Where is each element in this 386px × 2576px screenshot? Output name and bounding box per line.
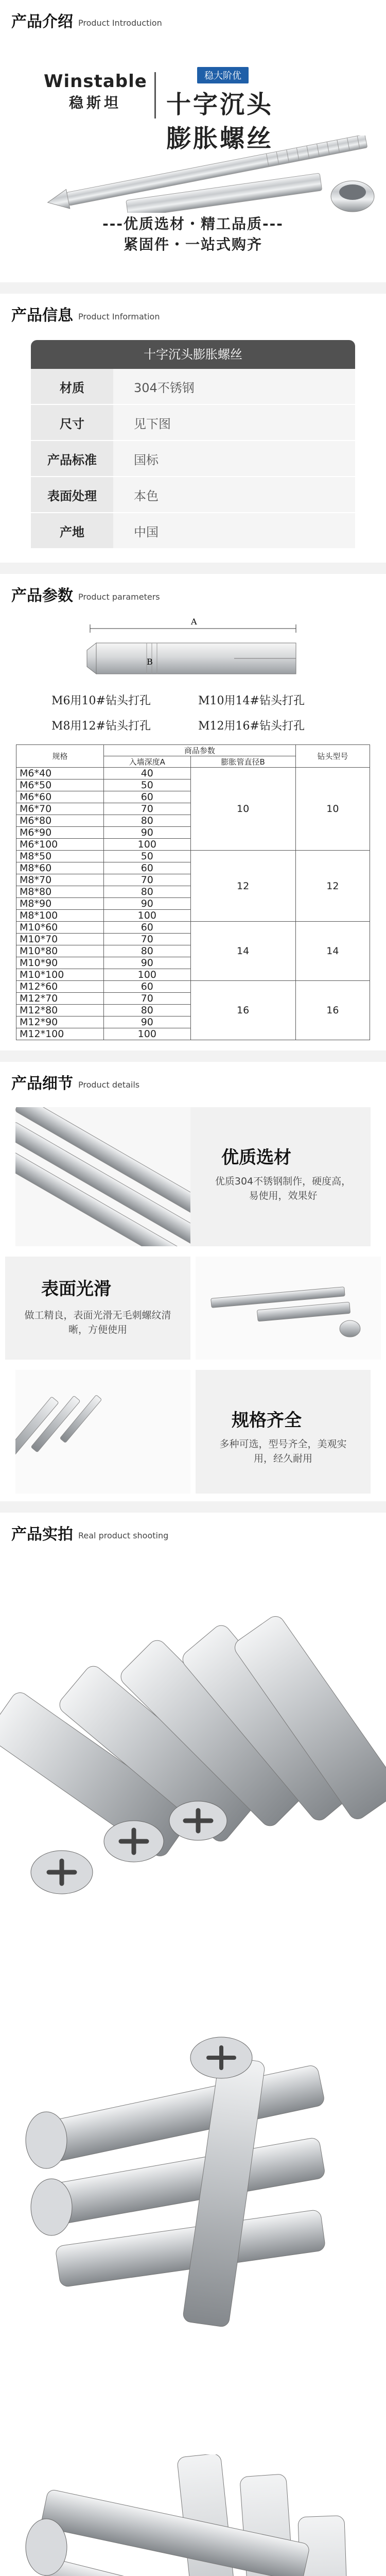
cell-spec: M12*90 (16, 1016, 104, 1028)
cell-spec: M10*60 (16, 922, 104, 934)
cell-spec: M6*70 (16, 803, 104, 815)
info-key: 尺寸 (31, 405, 113, 440)
info-value: 本色 (113, 477, 355, 512)
cell-depth-a: 90 (104, 1016, 191, 1028)
cell-spec: M8*80 (16, 886, 104, 898)
drill-note: M12用16#钻头打孔 (198, 720, 305, 733)
cell-depth-a: 80 (104, 815, 191, 827)
section-header-intro (0, 0, 386, 40)
real-photos (0, 1553, 386, 2576)
cell-depth-a: 100 (104, 969, 191, 981)
cell-diameter-b: 12 (190, 851, 295, 922)
feature-text: 多种可选，型号齐全，美观实用，经久耐用 (219, 1438, 347, 1464)
detail-photo-1 (15, 1107, 190, 1246)
detail-photo-3 (15, 1370, 190, 1494)
section-subtitle: Product Information (78, 311, 160, 321)
cell-spec: M8*60 (16, 862, 104, 874)
cell-diameter-b: 14 (190, 922, 295, 981)
cell-drill: 16 (295, 981, 370, 1040)
feature-text: 优质304不锈钢制作，硬度高，易使用，效果好 (215, 1176, 352, 1201)
info-key: 材质 (31, 369, 113, 404)
details-section (0, 1102, 386, 1501)
drill-notes (0, 692, 386, 733)
badge: 稳大阶优 (197, 67, 249, 83)
cell-depth-a: 70 (104, 874, 191, 886)
drill-note: M6用10#钻头打孔 (51, 694, 151, 707)
table-row (16, 922, 370, 934)
diagram-label-b: B (147, 657, 153, 667)
feature-title: 优质选材 (221, 1147, 291, 1168)
cell-spec: M6*100 (16, 839, 104, 851)
cell-spec: M6*80 (16, 815, 104, 827)
col-spec: 规格 (16, 745, 104, 768)
col-depth-a: 入墙深度A (104, 756, 191, 768)
cell-depth-a: 70 (104, 803, 191, 815)
cell-depth-a: 100 (104, 839, 191, 851)
table-row (16, 768, 370, 779)
cell-spec: M6*60 (16, 791, 104, 803)
slogan-line1: ---优质选材・精工品质--- (102, 215, 284, 232)
section-header-photos (0, 1513, 386, 1553)
spec-table (16, 744, 370, 1040)
info-key: 表面处理 (31, 477, 113, 512)
cell-depth-a: 100 (104, 1028, 191, 1040)
cell-spec: M12*60 (16, 981, 104, 993)
feature-title: 规格齐全 (232, 1410, 302, 1431)
info-value: 中国 (113, 513, 355, 548)
table-row (16, 851, 370, 862)
feature-text: 做工精良，表面光滑无毛刺螺纹清晰，方便使用 (24, 1310, 171, 1335)
section-title: 产品信息 (11, 307, 73, 325)
section-divider (0, 1501, 386, 1513)
intro-banner (0, 40, 386, 282)
info-row (31, 513, 355, 549)
info-key: 产品标准 (31, 441, 113, 476)
brand-logo (44, 71, 147, 112)
section-subtitle: Product details (78, 1079, 140, 1090)
cell-depth-a: 40 (104, 768, 191, 779)
info-table-title: 十字沉头膨胀螺丝 (31, 340, 355, 369)
product-photo-1 (0, 1553, 386, 1913)
cell-depth-a: 80 (104, 945, 191, 957)
info-table (0, 334, 386, 563)
section-subtitle: Product parameters (78, 591, 160, 602)
cell-depth-a: 90 (104, 957, 191, 969)
cell-spec: M10*70 (16, 934, 104, 945)
cell-spec: M6*50 (16, 779, 104, 791)
cell-depth-a: 60 (104, 791, 191, 803)
cell-spec: M8*100 (16, 910, 104, 922)
info-key: 产地 (31, 513, 113, 548)
section-title: 产品实拍 (11, 1526, 73, 1544)
section-header-params (0, 574, 386, 614)
info-row (31, 441, 355, 477)
section-title: 产品细节 (11, 1075, 73, 1093)
drill-note: M8用12#钻头打孔 (51, 720, 151, 733)
slogan-line2: 紧固件・一站式购齐 (123, 236, 262, 253)
info-row (31, 477, 355, 513)
info-value: 304不锈钢 (113, 369, 355, 404)
detail-photo-2 (196, 1257, 381, 1360)
spec-table-body (16, 768, 370, 1040)
section-divider (0, 563, 386, 574)
section-divider (0, 1050, 386, 1062)
section-subtitle: Real product shooting (78, 1530, 169, 1540)
divider-line (154, 72, 156, 118)
cell-spec: M10*90 (16, 957, 104, 969)
cell-depth-a: 80 (104, 886, 191, 898)
cell-spec: M8*50 (16, 851, 104, 862)
cell-depth-a: 90 (104, 898, 191, 910)
feature-card-1 (190, 1107, 371, 1246)
cell-diameter-b: 16 (190, 981, 295, 1040)
params-section (0, 614, 386, 1050)
cell-depth-a: 60 (104, 981, 191, 993)
cell-spec: M12*80 (16, 1005, 104, 1016)
cell-spec: M12*70 (16, 993, 104, 1005)
section-subtitle: Product Introduction (78, 18, 162, 28)
product-title-line1: 十字沉头 (166, 90, 274, 119)
col-drill: 钻头型号 (295, 745, 370, 768)
product-title-line2: 膨胀螺丝 (166, 124, 274, 153)
cell-spec: M6*40 (16, 768, 104, 779)
diagram-label-a: A (191, 617, 197, 626)
info-row (31, 405, 355, 441)
brand-name: Winstable (44, 71, 147, 92)
table-row (16, 981, 370, 993)
cell-spec: M8*70 (16, 874, 104, 886)
cell-spec: M6*90 (16, 827, 104, 839)
cell-depth-a: 90 (104, 827, 191, 839)
cell-depth-a: 70 (104, 993, 191, 1005)
feature-card-3 (196, 1370, 371, 1494)
section-title: 产品介绍 (11, 13, 73, 31)
cell-depth-a: 50 (104, 779, 191, 791)
info-value: 国标 (113, 441, 355, 476)
dimension-diagram (80, 614, 306, 684)
section-title: 产品参数 (11, 587, 73, 605)
col-group: 商品参数 (104, 745, 296, 756)
section-header-details (0, 1062, 386, 1102)
cell-spec: M8*90 (16, 898, 104, 910)
cell-diameter-b: 10 (190, 768, 295, 851)
cell-drill: 12 (295, 851, 370, 922)
info-value: 见下图 (113, 405, 355, 440)
section-divider (0, 282, 386, 294)
cell-spec: M12*100 (16, 1028, 104, 1040)
info-rows (31, 369, 355, 549)
cell-depth-a: 70 (104, 934, 191, 945)
brand-sub: 稳斯坦 (68, 94, 121, 111)
drill-note: M10用14#钻头打孔 (198, 694, 305, 707)
section-header-info (0, 294, 386, 334)
cell-depth-a: 80 (104, 1005, 191, 1016)
cell-depth-a: 50 (104, 851, 191, 862)
cell-drill: 10 (295, 768, 370, 851)
product-photo-2 (0, 2016, 386, 2351)
cell-spec: M10*80 (16, 945, 104, 957)
cell-drill: 14 (295, 922, 370, 981)
cell-depth-a: 100 (104, 910, 191, 922)
cell-depth-a: 60 (104, 862, 191, 874)
product-photo-3 (0, 2454, 386, 2576)
intro-product-image (0, 135, 386, 213)
info-row (31, 369, 355, 405)
feature-title: 表面光滑 (41, 1279, 111, 1299)
cell-depth-a: 60 (104, 922, 191, 934)
cell-spec: M10*100 (16, 969, 104, 981)
col-diameter-b: 膨胀管直径B (190, 756, 295, 768)
feature-card-2 (5, 1257, 190, 1360)
